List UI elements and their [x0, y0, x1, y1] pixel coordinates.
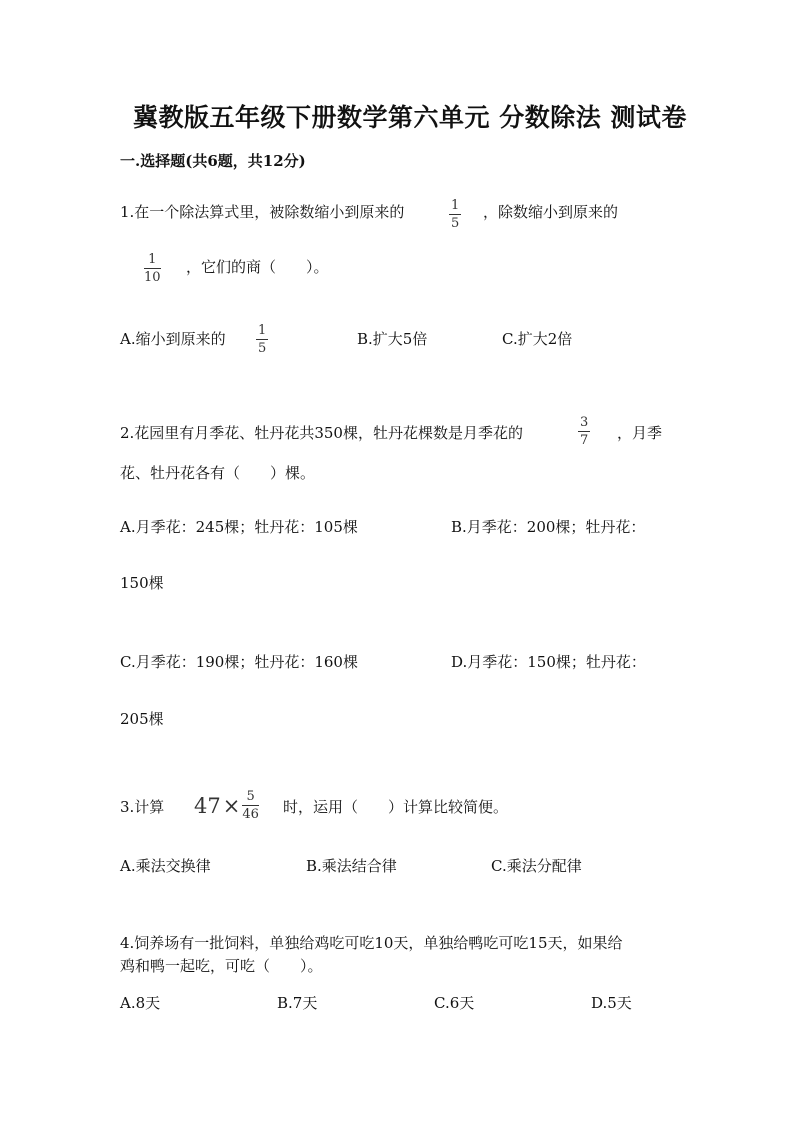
- fraction-numerator: 1: [451, 198, 460, 213]
- question-3-text: 3.计算: [120, 798, 165, 816]
- question-1-text: 1.在一个除法算式里，被除数缩小到原来的: [120, 203, 405, 221]
- option-2d[interactable]: D.月季花：150棵；牡丹花：: [451, 653, 646, 671]
- expression-integer: 47: [194, 793, 221, 818]
- option-4a[interactable]: A.8天: [120, 994, 161, 1012]
- fraction-3-7: [578, 416, 590, 447]
- question-2-text-cont: ，月季: [617, 424, 663, 442]
- section-heading: 一.选择题(共6题，共12分): [120, 152, 306, 170]
- option-3b[interactable]: B.乘法结合律: [306, 857, 397, 875]
- fraction-numerator: 3: [580, 415, 589, 430]
- fraction-5-46: [242, 790, 259, 821]
- fraction-1-5: [256, 324, 268, 355]
- fraction-denominator: 5: [451, 216, 460, 231]
- option-4c[interactable]: C.6天: [434, 994, 475, 1012]
- question-4-text: 4.饲养场有一批饲料，单独给鸡吃可吃10天，单独给鸭吃可吃15天，如果给: [120, 934, 623, 952]
- question-2-text: 2.花园里有月季花、牡丹花共350棵，牡丹花棵数是月季花的: [120, 424, 523, 442]
- page-title: 冀教版五年级下册数学第六单元 分数除法 测试卷: [133, 103, 687, 132]
- fraction-numerator: 1: [148, 252, 157, 267]
- option-2b[interactable]: B.月季花：200棵；牡丹花：: [451, 518, 646, 536]
- option-3a[interactable]: A.乘法交换律: [120, 857, 211, 875]
- option-3c[interactable]: C.乘法分配律: [491, 857, 582, 875]
- fraction-denominator: 10: [144, 270, 161, 285]
- fraction-1-10: [144, 253, 161, 284]
- question-1-text-cont: ，除数缩小到原来的: [483, 203, 619, 221]
- option-1b[interactable]: B.扩大5倍: [357, 330, 428, 348]
- option-2a[interactable]: A.月季花：245棵；牡丹花：105棵: [120, 518, 358, 536]
- option-1a[interactable]: A.缩小到原来的: [120, 330, 226, 348]
- fraction-denominator: 7: [580, 433, 589, 448]
- fraction-1-5: [449, 199, 461, 230]
- option-4d[interactable]: D.5天: [591, 994, 632, 1012]
- question-2-text-line2: 花、牡丹花各有（ ）棵。: [120, 464, 316, 482]
- fraction-denominator: 5: [258, 341, 267, 356]
- option-4b[interactable]: B.7天: [277, 994, 318, 1012]
- option-2c[interactable]: C.月季花：190棵；牡丹花：160棵: [120, 653, 358, 671]
- math-expression: [194, 790, 259, 821]
- fraction-denominator: 46: [242, 807, 259, 822]
- option-2d-continued: 205棵: [120, 710, 164, 728]
- question-1-text-line2: ，它们的商（ ）。: [186, 258, 329, 276]
- option-1c[interactable]: C.扩大2倍: [502, 330, 573, 348]
- multiply-sign: ×: [222, 793, 241, 818]
- question-3-text-cont: 时，运用（ ）计算比较简便。: [283, 798, 509, 816]
- fraction-numerator: 5: [246, 789, 255, 804]
- option-2b-continued: 150棵: [120, 574, 164, 592]
- question-4-text-line2: 鸡和鸭一起吃，可吃（ ）。: [120, 957, 323, 975]
- fraction-numerator: 1: [258, 323, 267, 338]
